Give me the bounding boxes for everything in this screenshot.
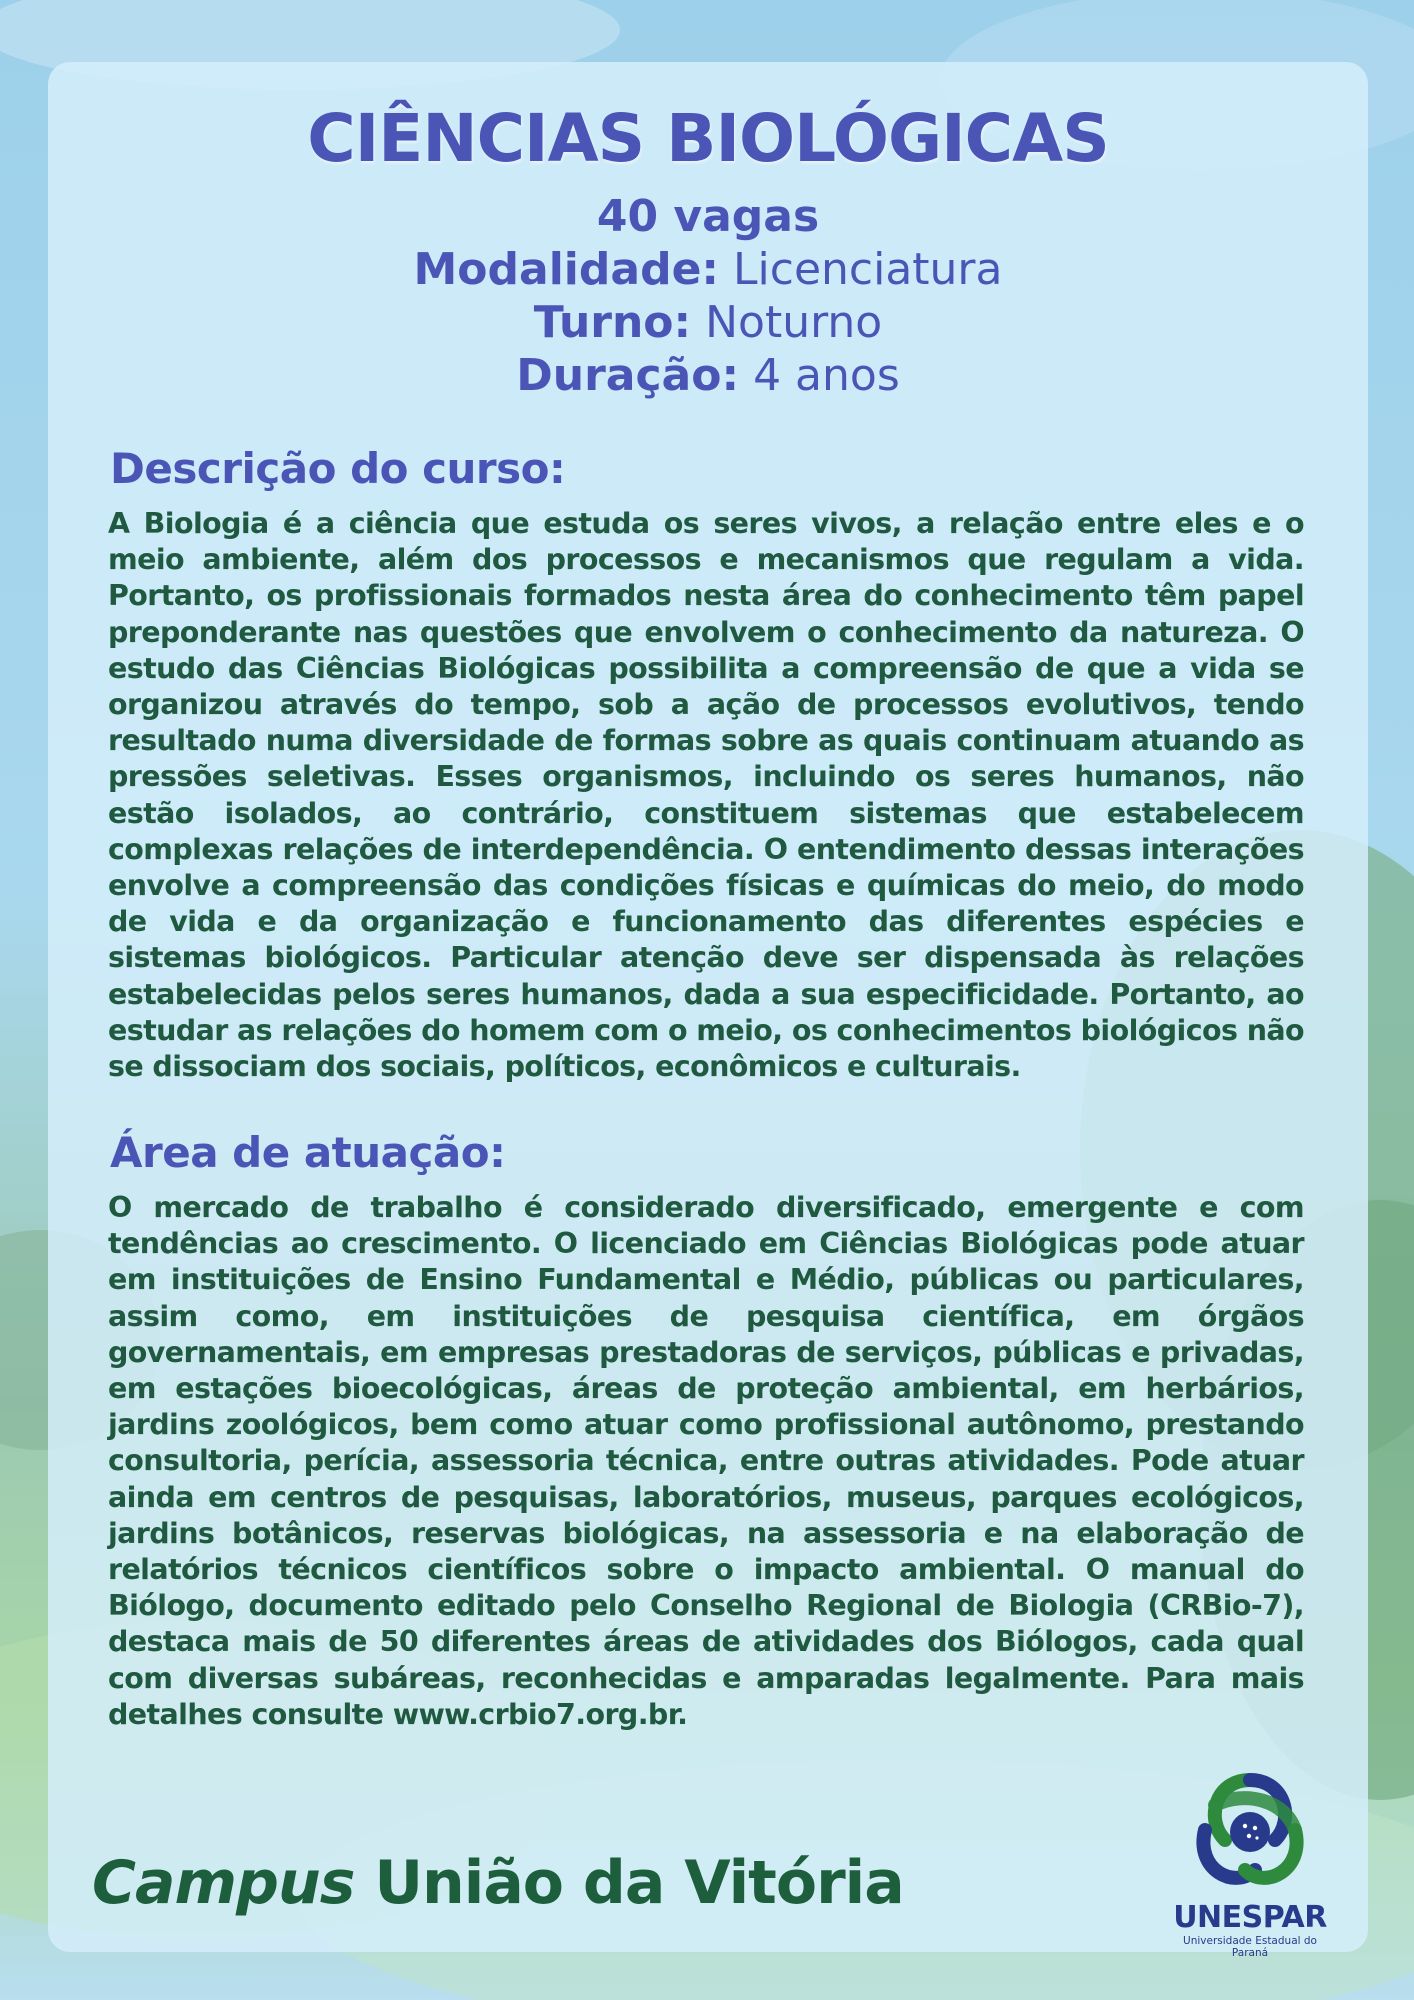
duracao-value: 4 anos [753,350,900,401]
modalidade-value: Licenciatura [733,244,1003,295]
logo-name: UNESPAR [1173,1900,1327,1935]
atuacao-text: O mercado de trabalho é considerado diversificado, emergente e com tendências ao crescimento. O licenciado em Ciências Biológicas pode atuar em instituições de Ensino Fundamental e Médio, públicas ou particulares, assim como, em instituições de pesquisa científica, em órgãos governamentais, em empresas prestadoras de serviços, públicas e privadas, em estações bioecológicas, áreas de proteção ambiental, em herbários, jardins zoológicos, bem como atuar como profissional autônomo, prestando consultoria, perícia, assessoria técnica, entre outras atividades. Pode atuar ainda em centros de pesquisas, laboratórios, museus, parques ecológicos, jardins botânicos, reservas biológicas, na assessoria e na elaboração de relatórios técnicos científicos sobre o impacto ambiental. O manual do Biólogo, documento editado pelo Conselho Regional de Biologia (CRBio-7), destaca mais de 50 diferentes áreas de atividades dos Biólogos, cada qual com diversas subáreas, reconhecidas e amparadas legalmente. Para mais detalhes consulte www.crbio7.org.br. [108,1191,1304,1731]
descricao-text: A Biologia é a ciência que estuda os seres vivos, a relação entre eles e o meio ambiente, além dos processos e mecanismos que regulam a vida. Portanto, os profissionais formados nesta área do conhecimento têm papel preponderante nas questões que envolvem o conhecimento da natureza. O estudo das Ciências Biológicas possibilita a compreensão de que a vida se organizou através do tempo, sob a ação de processos evolutivos, tendo resultado numa diversidade de formas sobre as quais continuam atuando as pressões seletivas. Esses organismos, incluindo os seres humanos, não estão isolados, ao contrário, constituem sistemas que estabelecem complexas relações de interdependência. O entendimento dessas interações envolve a compreensão das condições físicas e químicas do meio, do modo de vida e da organização e funcionamento das diferentes espécies e sistemas biológicos. Particular atenção deve ser dispensada às relações estabelecidas pelos seres humanos, dada a sua especificidade. Portanto, ao estudar as relações do homem com o meio, os conhecimentos biológicos não se dissociam dos sociais, políticos, econômicos e culturais. [108,507,1304,1084]
logo-subtitle: Universidade Estadual do Paraná [1183,1935,1317,1959]
course-info [48,190,1368,402]
turno-line [48,296,1368,349]
turno-value: Noturno [705,297,883,348]
modalidade-line [48,243,1368,296]
campus-italic: Campus [92,1848,355,1918]
campus-city: União da Vitória [374,1848,904,1918]
atuacao-heading: Área de atuação: [110,1128,506,1177]
vagas-count: 40 vagas [596,191,820,242]
turno-label: Turno: [533,297,692,348]
unespar-emblem-icon [1175,1760,1325,1900]
page-title: CIÊNCIAS BIOLÓGICAS [307,100,1109,177]
descricao-heading: Descrição do curso: [110,444,566,493]
unespar-logo [1170,1760,1330,1959]
campus-name [92,1848,904,1918]
duracao-label: Duração: [516,350,740,401]
duracao-line [48,349,1368,402]
modalidade-label: Modalidade: [413,244,720,295]
